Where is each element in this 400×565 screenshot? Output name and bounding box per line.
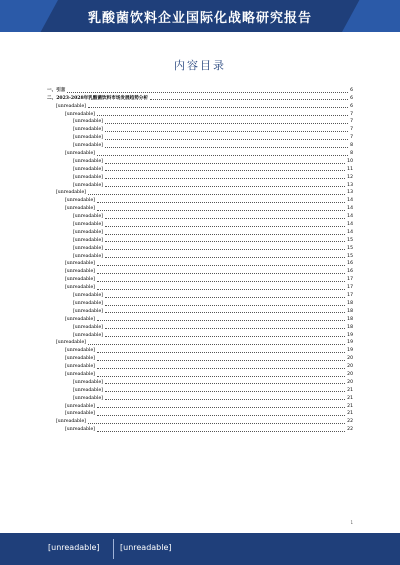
toc-leader-dots bbox=[105, 163, 345, 164]
toc-entry-label: [unreadable] bbox=[65, 269, 95, 275]
toc-leader-dots bbox=[97, 320, 345, 321]
toc-entry[interactable] bbox=[47, 181, 353, 189]
toc-leader-dots bbox=[97, 352, 345, 353]
toc-entry-label: [unreadable] bbox=[65, 111, 95, 117]
toc-leader-dots bbox=[105, 123, 348, 124]
toc-leader-dots bbox=[97, 273, 345, 274]
toc-leader-dots bbox=[105, 305, 345, 306]
toc-entry-page: 16 bbox=[347, 269, 353, 275]
toc-entry[interactable] bbox=[47, 94, 353, 102]
toc-entry[interactable] bbox=[47, 244, 353, 252]
toc-entry[interactable] bbox=[47, 260, 353, 268]
toc-entry-page: 14 bbox=[347, 214, 353, 220]
toc-leader-dots bbox=[67, 92, 348, 93]
toc-entry-page: 21 bbox=[347, 403, 353, 409]
toc-entry-label: [unreadable] bbox=[65, 411, 95, 417]
toc-entry[interactable] bbox=[47, 173, 353, 181]
toc-entry-label: [unreadable] bbox=[65, 364, 95, 370]
footer-divider bbox=[113, 539, 114, 559]
toc-entry-label: [unreadable] bbox=[65, 356, 95, 362]
toc-entry[interactable] bbox=[47, 425, 353, 433]
toc-leader-dots bbox=[105, 297, 345, 298]
toc-entry[interactable] bbox=[47, 110, 353, 118]
toc-entry-page: 19 bbox=[347, 332, 353, 338]
toc-entry-page: 7 bbox=[350, 127, 353, 133]
toc-entry[interactable] bbox=[47, 165, 353, 173]
toc-entry[interactable] bbox=[47, 102, 353, 110]
toc-entry-page: 18 bbox=[347, 300, 353, 306]
toc-leader-dots bbox=[105, 328, 345, 329]
toc-entry-page: 7 bbox=[350, 119, 353, 125]
toc-entry-page: 7 bbox=[350, 111, 353, 117]
page-footer bbox=[0, 533, 400, 565]
toc-entry-label: [unreadable] bbox=[73, 143, 103, 149]
toc-entry-label: [unreadable] bbox=[73, 119, 103, 125]
toc-entry-label: [unreadable] bbox=[73, 166, 103, 172]
toc-entry-label: 二、2023-2028年乳酸菌饮料市场发展趋势分析 bbox=[47, 95, 148, 101]
toc-leader-dots bbox=[97, 415, 345, 416]
toc-entry-label: [unreadable] bbox=[56, 340, 86, 346]
toc-leader-dots bbox=[97, 407, 345, 408]
toc-leader-dots bbox=[97, 289, 345, 290]
toc-leader-dots bbox=[88, 423, 345, 424]
toc-entry-label: [unreadable] bbox=[65, 427, 95, 433]
toc-entry-page: 19 bbox=[347, 340, 353, 346]
toc-entry-page: 15 bbox=[347, 237, 353, 243]
toc-entry[interactable] bbox=[47, 252, 353, 260]
toc-leader-dots bbox=[105, 249, 345, 250]
toc-entry[interactable] bbox=[47, 236, 353, 244]
toc-entry[interactable] bbox=[47, 189, 353, 197]
toc-entry-label: [unreadable] bbox=[65, 371, 95, 377]
toc-entry-page: 14 bbox=[347, 198, 353, 204]
toc-entry-page: 13 bbox=[347, 190, 353, 196]
toc-leader-dots bbox=[97, 281, 345, 282]
toc-entry[interactable] bbox=[47, 346, 353, 354]
toc-leader-dots bbox=[105, 383, 345, 384]
toc-leader-dots bbox=[105, 241, 345, 242]
toc-entry[interactable] bbox=[47, 118, 353, 126]
toc-entry-page: 21 bbox=[347, 387, 353, 393]
toc-entry-page: 22 bbox=[347, 427, 353, 433]
page-header bbox=[0, 0, 400, 32]
toc-entry[interactable] bbox=[47, 362, 353, 370]
toc-leader-dots bbox=[150, 99, 348, 100]
toc-entry-page: 22 bbox=[347, 419, 353, 425]
toc-entry-page: 21 bbox=[347, 395, 353, 401]
toc-entry-page: 17 bbox=[347, 285, 353, 291]
toc-entry[interactable] bbox=[47, 133, 353, 141]
toc-leader-dots bbox=[105, 178, 345, 179]
toc-entry-page: 11 bbox=[347, 166, 353, 172]
toc-entry[interactable] bbox=[47, 315, 353, 323]
toc-leader-dots bbox=[97, 115, 348, 116]
toc-entry[interactable] bbox=[47, 204, 353, 212]
toc-entry-page: 8 bbox=[350, 143, 353, 149]
toc-entry-label: [unreadable] bbox=[65, 261, 95, 267]
toc-entry[interactable] bbox=[47, 378, 353, 386]
toc-heading: 内容目录 bbox=[174, 59, 226, 72]
toc-entry-label: 一、引言 bbox=[47, 87, 66, 93]
toc-entry-page: 6 bbox=[350, 87, 353, 93]
toc-entry[interactable] bbox=[47, 220, 353, 228]
toc-entry-page: 20 bbox=[347, 379, 353, 385]
page-number: 1 bbox=[350, 520, 353, 525]
toc-entry[interactable] bbox=[47, 267, 353, 275]
toc-entry-label: [unreadable] bbox=[65, 198, 95, 204]
toc-entry-page: 18 bbox=[347, 324, 353, 330]
toc-leader-dots bbox=[105, 170, 345, 171]
toc-entry[interactable] bbox=[47, 212, 353, 220]
toc-entry[interactable] bbox=[47, 228, 353, 236]
toc-entry-page: 21 bbox=[347, 411, 353, 417]
toc-entry[interactable] bbox=[47, 394, 353, 402]
toc-leader-dots bbox=[105, 186, 345, 187]
toc-entry-label: [unreadable] bbox=[65, 316, 95, 322]
toc-leader-dots bbox=[105, 399, 345, 400]
toc-leader-dots bbox=[105, 218, 345, 219]
toc-entry-page: 8 bbox=[350, 151, 353, 157]
toc-entry-label: [unreadable] bbox=[73, 174, 103, 180]
toc-entry[interactable] bbox=[47, 141, 353, 149]
toc-entry-page: 17 bbox=[347, 293, 353, 299]
toc-entry-label: [unreadable] bbox=[65, 348, 95, 354]
toc-entry[interactable] bbox=[47, 275, 353, 283]
toc-entry-label: [unreadable] bbox=[56, 419, 86, 425]
toc-leader-dots bbox=[97, 155, 348, 156]
toc-entry-page: 6 bbox=[350, 103, 353, 109]
toc-entry-page: 20 bbox=[347, 364, 353, 370]
toc-entry-page: 20 bbox=[347, 371, 353, 377]
toc-entry-label: [unreadable] bbox=[73, 387, 103, 393]
toc-entry-label: [unreadable] bbox=[65, 285, 95, 291]
table-of-contents bbox=[47, 86, 353, 433]
toc-entry-label: [unreadable] bbox=[65, 206, 95, 212]
toc-entry[interactable] bbox=[47, 283, 353, 291]
toc-entry-label: [unreadable] bbox=[73, 253, 103, 259]
toc-entry-label: [unreadable] bbox=[65, 277, 95, 283]
toc-leader-dots bbox=[105, 147, 348, 148]
toc-leader-dots bbox=[97, 376, 345, 377]
toc-entry[interactable] bbox=[47, 291, 353, 299]
toc-leader-dots bbox=[97, 368, 345, 369]
toc-entry-page: 12 bbox=[347, 174, 353, 180]
toc-entry[interactable] bbox=[47, 196, 353, 204]
toc-entry-label: [unreadable] bbox=[73, 127, 103, 133]
toc-leader-dots bbox=[88, 194, 345, 195]
toc-leader-dots bbox=[97, 265, 345, 266]
toc-leader-dots bbox=[105, 312, 345, 313]
toc-entry-page: 17 bbox=[347, 277, 353, 283]
toc-entry-page: 14 bbox=[347, 229, 353, 235]
toc-entry-label: [unreadable] bbox=[73, 229, 103, 235]
toc-leader-dots bbox=[105, 336, 345, 337]
toc-entry-page: 14 bbox=[347, 206, 353, 212]
toc-leader-dots bbox=[105, 139, 348, 140]
toc-entry-page: 19 bbox=[347, 348, 353, 354]
toc-entry-page: 20 bbox=[347, 356, 353, 362]
toc-entry-page: 15 bbox=[347, 253, 353, 259]
toc-entry-label: [unreadable] bbox=[73, 158, 103, 164]
toc-entry-page: 15 bbox=[347, 245, 353, 251]
toc-entry[interactable] bbox=[47, 307, 353, 315]
toc-entry-label: [unreadable] bbox=[73, 222, 103, 228]
toc-entry-label: [unreadable] bbox=[56, 103, 86, 109]
toc-leader-dots bbox=[97, 202, 345, 203]
toc-entry-page: 14 bbox=[347, 222, 353, 228]
toc-entry[interactable] bbox=[47, 157, 353, 165]
toc-entry-label: [unreadable] bbox=[65, 151, 95, 157]
toc-entry-page: 6 bbox=[350, 95, 353, 101]
toc-entry-label: [unreadable] bbox=[73, 135, 103, 141]
toc-entry[interactable] bbox=[47, 299, 353, 307]
toc-entry[interactable] bbox=[47, 331, 353, 339]
toc-entry-page: 18 bbox=[347, 308, 353, 314]
toc-entry-page: 18 bbox=[347, 316, 353, 322]
toc-entry-label: [unreadable] bbox=[73, 300, 103, 306]
toc-entry[interactable] bbox=[47, 323, 353, 331]
toc-leader-dots bbox=[105, 391, 345, 392]
toc-entry[interactable] bbox=[47, 339, 353, 347]
toc-entry[interactable] bbox=[47, 417, 353, 425]
toc-leader-dots bbox=[105, 226, 345, 227]
toc-entry-label: [unreadable] bbox=[73, 245, 103, 251]
toc-entry[interactable] bbox=[47, 86, 353, 94]
toc-entry-label: [unreadable] bbox=[73, 308, 103, 314]
toc-entry-label: [unreadable] bbox=[73, 324, 103, 330]
toc-entry[interactable] bbox=[47, 370, 353, 378]
toc-entry-label: [unreadable] bbox=[73, 332, 103, 338]
toc-leader-dots bbox=[105, 131, 348, 132]
toc-leader-dots bbox=[97, 210, 345, 211]
toc-entry-label: [unreadable] bbox=[73, 379, 103, 385]
footer-left-text: [unreadable] bbox=[48, 543, 100, 552]
toc-entry-label: [unreadable] bbox=[73, 237, 103, 243]
toc-entry-page: 16 bbox=[347, 261, 353, 267]
footer-right-text: [unreadable] bbox=[120, 543, 172, 552]
toc-leader-dots bbox=[97, 360, 345, 361]
toc-entry-label: [unreadable] bbox=[73, 293, 103, 299]
toc-leader-dots bbox=[88, 344, 345, 345]
toc-entry[interactable] bbox=[47, 402, 353, 410]
toc-entry[interactable] bbox=[47, 125, 353, 133]
toc-leader-dots bbox=[105, 234, 345, 235]
toc-leader-dots bbox=[97, 431, 345, 432]
toc-leader-dots bbox=[105, 257, 345, 258]
toc-entry-label: [unreadable] bbox=[73, 395, 103, 401]
toc-entry-label: [unreadable] bbox=[65, 403, 95, 409]
toc-leader-dots bbox=[88, 107, 348, 108]
toc-entry[interactable] bbox=[47, 410, 353, 418]
toc-entry[interactable] bbox=[47, 354, 353, 362]
report-title: 乳酸菌饮料企业国际化战略研究报告 bbox=[87, 11, 312, 26]
toc-entry-page: 10 bbox=[347, 158, 353, 164]
toc-entry-label: [unreadable] bbox=[73, 214, 103, 220]
toc-entry-label: [unreadable] bbox=[56, 190, 86, 196]
toc-entry-page: 13 bbox=[347, 182, 353, 188]
toc-entry-page: 7 bbox=[350, 135, 353, 141]
toc-entry[interactable] bbox=[47, 149, 353, 157]
toc-entry[interactable] bbox=[47, 386, 353, 394]
toc-entry-label: [unreadable] bbox=[73, 182, 103, 188]
